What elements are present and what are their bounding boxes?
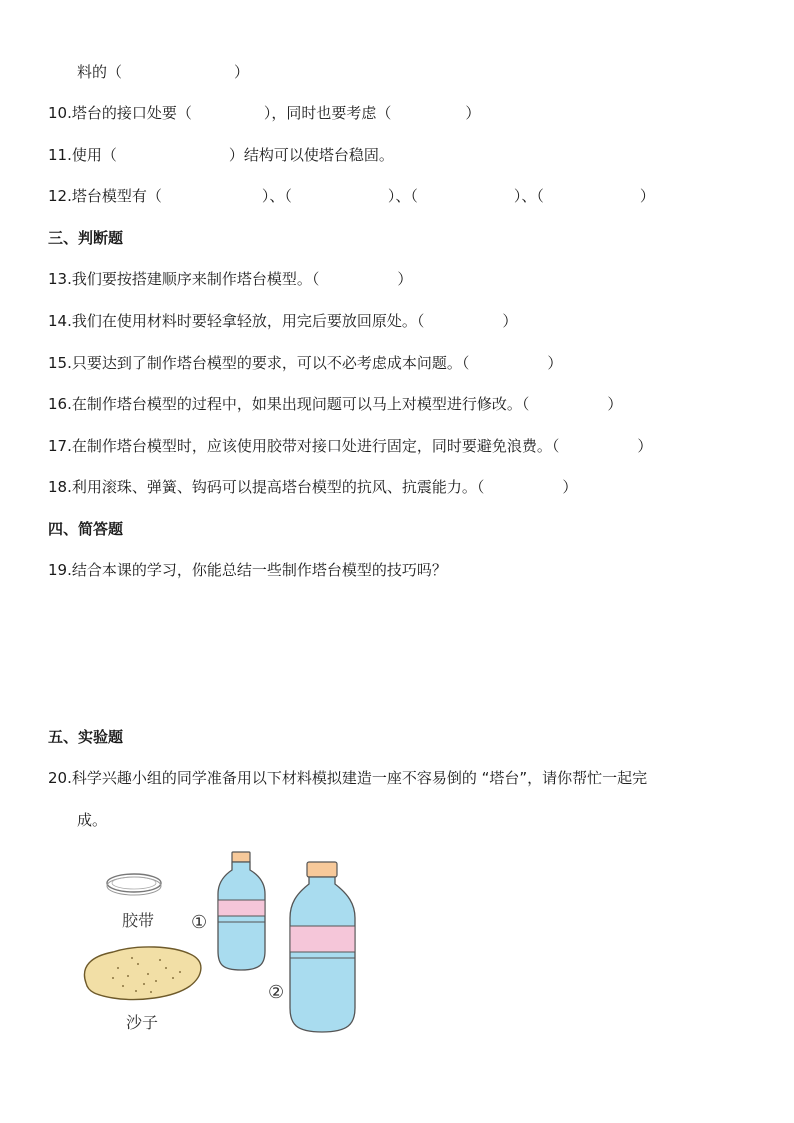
question-17: 17.在制作塔台模型时，应该使用胶带对接口处进行固定，同时要避免浪费。（ ） xyxy=(48,437,653,455)
question-13: 13.我们要按搭建顺序来制作塔台模型。（ ） xyxy=(48,270,413,288)
question-14: 14.我们在使用材料时要轻拿轻放，用完后要放回原处。（ ） xyxy=(48,312,518,330)
sand-pile-icon xyxy=(84,947,200,1000)
large-bottle-icon xyxy=(290,862,355,1032)
materials-figure xyxy=(78,846,368,1036)
tape-roll-icon xyxy=(107,874,161,895)
section-title-experiment: 五、实验题 xyxy=(48,728,124,746)
materials-illustration xyxy=(78,846,368,1036)
question-11: 11.使用（ ）结构可以使塔台稳固。 xyxy=(48,146,394,164)
question-18: 18.利用滚珠、弹簧、钩码可以提高塔台模型的抗风、抗震能力。（ ） xyxy=(48,478,578,496)
question-10: 10.塔台的接口处要（ ），同时也要考虑（ ） xyxy=(48,104,481,122)
tape-label: 胶带 xyxy=(122,911,155,930)
small-bottle-icon xyxy=(218,852,265,970)
question-15: 15.只要达到了制作塔台模型的要求，可以不必考虑成本问题。（ ） xyxy=(48,354,563,372)
bottle-2-label: ② xyxy=(268,982,285,1003)
bottle-1-label: ① xyxy=(191,912,208,933)
sand-shape xyxy=(84,947,200,1000)
question-20-continuation: 成。 xyxy=(77,811,108,829)
sand-label: 沙子 xyxy=(126,1013,159,1032)
question-20: 20.科学兴趣小组的同学准备用以下材料模拟建造一座不容易倒的 “塔台”，请你帮忙一起完 xyxy=(48,769,648,787)
section-title-short-answer: 四、简答题 xyxy=(48,520,124,538)
question-12: 12.塔台模型有（ ）、（ ）、（ ）、（ ） xyxy=(48,187,655,205)
section-title-judgement: 三、判断题 xyxy=(48,229,124,247)
question-9-continuation: 料的（ ） xyxy=(77,63,250,81)
question-19: 19.结合本课的学习，你能总结一些制作塔台模型的技巧吗？ xyxy=(48,561,447,579)
question-16: 16.在制作塔台模型的过程中，如果出现问题可以马上对模型进行修改。（ ） xyxy=(48,395,623,413)
